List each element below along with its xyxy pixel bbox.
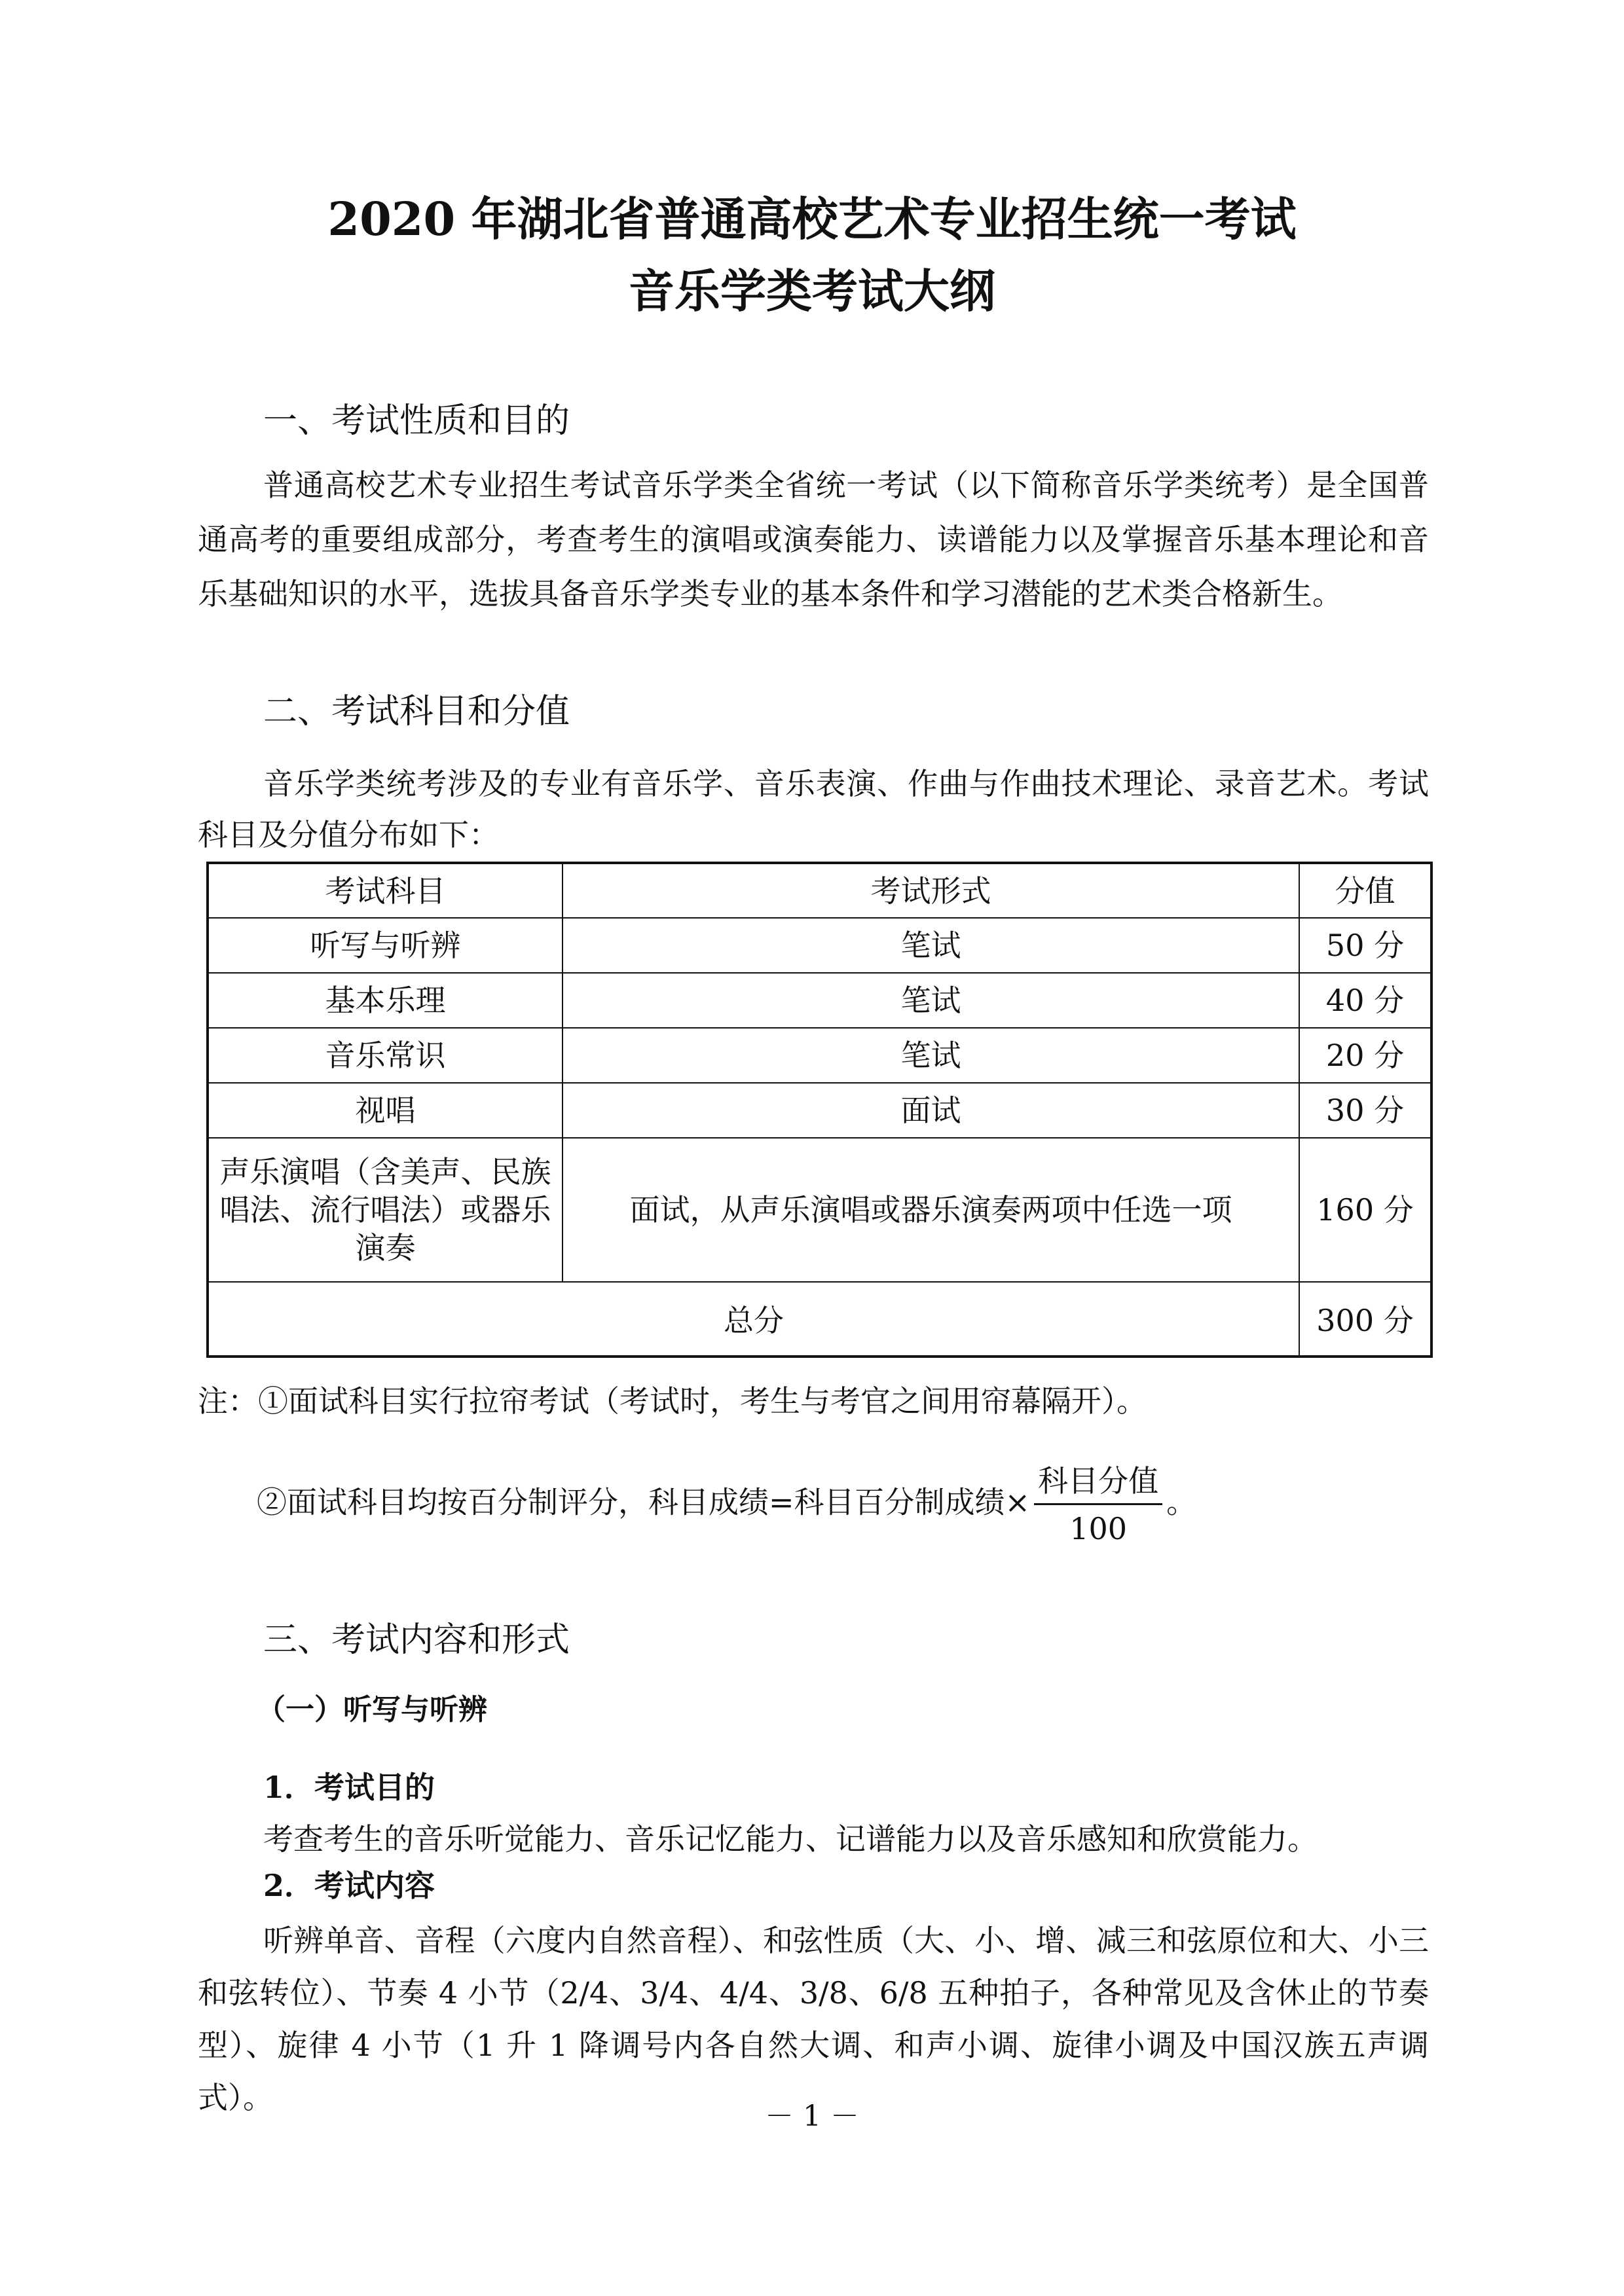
- table-row: [209, 1083, 1430, 1138]
- table-header-row: [209, 864, 1430, 918]
- fraction-denominator: 100: [1069, 1511, 1127, 1546]
- table-total-label: 总分: [209, 1282, 1299, 1358]
- table-cell: 笔试: [563, 1028, 1299, 1083]
- table-header-cell: 分值: [1299, 864, 1430, 918]
- table-note-1: 注：①面试科目实行拉帘考试（考试时，考生与考官之间用帘幕隔开）。: [198, 1383, 1147, 1419]
- section3-heading: 三、考试内容和形式: [263, 1620, 570, 1660]
- table-cell: 30 分: [1299, 1083, 1430, 1138]
- section3-subheading: （一）听写与听辨: [257, 1693, 487, 1726]
- table-cell: 音乐常识: [209, 1028, 563, 1083]
- fraction-numerator: 科目分值: [1034, 1461, 1162, 1505]
- table-cell: 听写与听辨: [209, 918, 563, 973]
- table-row: [209, 973, 1430, 1028]
- table-row: [209, 1028, 1430, 1083]
- score-table: [206, 862, 1433, 1358]
- item2-text: 听辨单音、音程（六度内自然音程）、和弦性质（大、小、增、减三和弦原位和大、小三和弦转位）、节奏 4 小节（2/4、3/4、4/4、3/8、6/8 五种拍子，各种常见及含休止的节奏型）、旋律 4 小节（1 升 1 降调号内各自然大调、和声小调、旋律小调及中国汉族五声调式）。: [198, 1923, 1429, 2115]
- table-cell: 笔试: [563, 918, 1299, 973]
- table-cell: 20 分: [1299, 1028, 1430, 1083]
- table-row: [209, 918, 1430, 973]
- item1-title: 1．考试目的: [263, 1770, 435, 1805]
- table-cell: 50 分: [1299, 918, 1430, 973]
- table-cell: 声乐演唱（含美声、民族唱法、流行唱法）或器乐演奏: [209, 1138, 563, 1282]
- item2-title: 2．考试内容: [263, 1868, 435, 1903]
- section2-heading: 二、考试科目和分值: [263, 692, 570, 731]
- table-header-cell: 考试形式: [563, 864, 1299, 918]
- note2-suffix: 。: [1166, 1484, 1197, 1520]
- item1-text: 考查考生的音乐听觉能力、音乐记忆能力、记谱能力以及音乐感知和欣赏能力。: [263, 1821, 1318, 1857]
- table-cell: 基本乐理: [209, 973, 563, 1028]
- table-cell: 视唱: [209, 1083, 563, 1138]
- note2-prefix: ②面试科目均按百分制评分，科目成绩=科目百分制成绩×: [257, 1484, 1031, 1520]
- table-cell: 面试，从声乐演唱或器乐演奏两项中任选一项: [563, 1138, 1299, 1282]
- table-total-value: 300 分: [1299, 1282, 1430, 1358]
- table-total-row: [209, 1282, 1430, 1358]
- document-title-line2: 音乐学类考试大纲: [629, 264, 995, 318]
- table-cell: 40 分: [1299, 973, 1430, 1028]
- table-header-cell: 考试科目: [209, 864, 563, 918]
- table-cell: 160 分: [1299, 1138, 1430, 1282]
- document-title-line1: 2020 年湖北省普通高校艺术专业招生统一考试: [327, 192, 1297, 246]
- page-number: － 1 －: [765, 2100, 859, 2133]
- note2-fraction: [1034, 1461, 1162, 1548]
- section1-paragraph: 普通高校艺术专业招生考试音乐学类全省统一考试（以下简称音乐学类统考）是全国普通高考的重要组成部分，考查考生的演唱或演奏能力、读谱能力以及掌握音乐基本理论和音乐基础知识的水平，选拔具备音乐学类专业的基本条件和学习潜能的艺术类合格新生。: [198, 467, 1429, 611]
- table-cell: 面试: [563, 1083, 1299, 1138]
- section1-heading: 一、考试性质和目的: [263, 401, 570, 441]
- table-note-2: [257, 1461, 1196, 1548]
- table-cell: 笔试: [563, 973, 1299, 1028]
- table-row: [209, 1138, 1430, 1282]
- section2-paragraph: 音乐学类统考涉及的专业有音乐学、音乐表演、作曲与作曲技术理论、录音艺术。考试科目及分值分布如下：: [198, 766, 1429, 852]
